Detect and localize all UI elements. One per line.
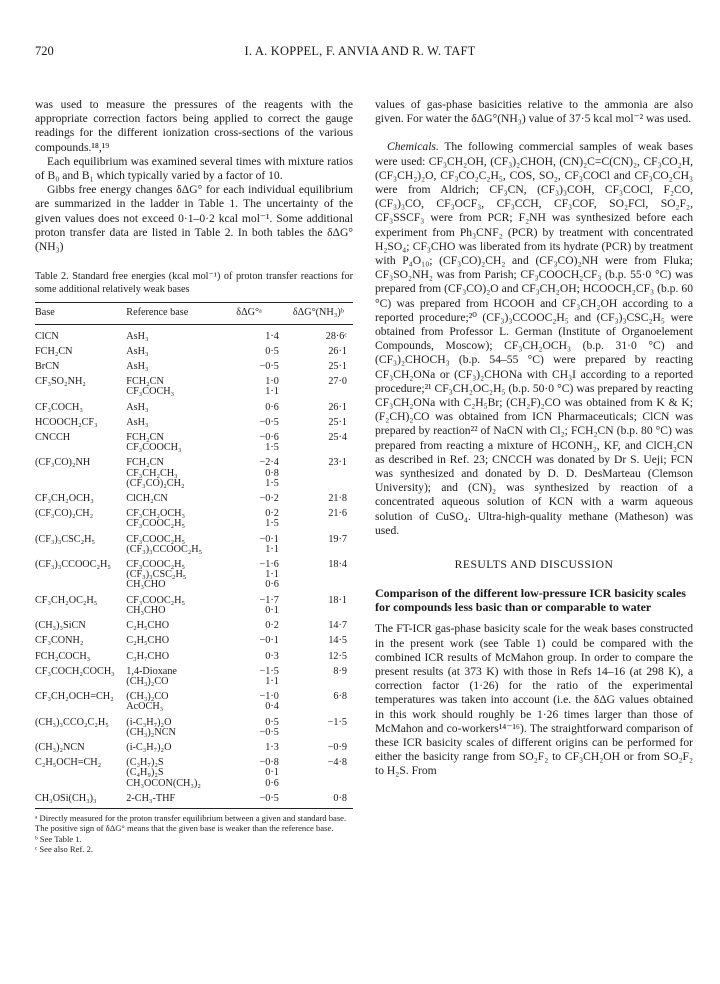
chemicals-text: The following commercial samples of weak bases were used: CF₃CH₂OH, (CF₃)₂CHOH, (CN)₂C=C(CN)₂, CF₃CO₂H, (CF₃CH₂)₂O, CF₃CO₂C₂H₅, COS, SO₂, CF₃COCl and CF₃CO₂CH₃ were from Aldrich; CF₃CN, (CF₃)₃COH, CF₃COCl, F₂CO, (CF₃)₃CO, CF₃OCF₃, CF₃CCH, CF₃COF, SO₂FCl, SO₂F₂, CF₃SSCF₃ were from PCR; F₂NH was synthesized before each experiment from Ph₃CNF₂ (PCR) by treatment with concentrated H₂SO₄; CF₃CHO was liberated from its hydrate (PCR) by treatment with P₄O₁₀; (CF₃CO)₂CH₂ and (CF₃CO)₂NH were from Fluka; CF₃SO₂NH₂ was from Parish; CF₃COOCH₂CF₃ (b.p. 55·0 °C) was prepared from (CF₃CO)₂O and CF₃CH₂OH; HCOOCH₂CF₃ (b.p. 60 °C) was prepared from HCOOH and CF₃CH₂OH according to a reported procedure;²⁰ (CF₃)₃CCOOC₂H₅ and (CF₃)₃CSC₂H₅ were obtained from Professor L. German (Institute of Organoelement Compounds, Moscow); CF₃CH₂OCH₃ (b.p. 31·0 °C) and (CF₃)₂CHOCH₃ (b.p. 54–55 °C) were prepared by reacting CF₃CH₂ONa or (CF₃)₂CHONa with CH₃I according to a reported procedure;²¹ CF₃CH₂OC₂H₅ (b.p. 50·0 °C) was prepared by reacting CF₃CH₂ONa with C₂H₅Br; (CH₂F)₂CO was obtained from K & K; (F₂CH)₂CO was obtained from ICN Pharmaceuticals; ClCN was prepared by reaction²² of NaCN with Cl₂; FCH₂CN (b.p. 80 °C) was prepared from reacting a mixture of HCONH₂, KF, and ClCH₂CN as described in Ref. 23; CNCCH was donated by Dr S. Ueji; FCN was synthesized and donated by D. D. DesMarteau (Clemson University); and (CN)₂ was synthesized by reaction of a concentrated aqueous solution of KCN with a warm aqueous solution of CuSO₄. Ultra-high-quality methane (Matheson) was used. [375,140,693,537]
cell-base: (CF₃CO)₂CH₂ [35,508,94,520]
table-row [35,372,353,387]
cell-reference-base: CH₃OCON(CH₃)₂ [126,777,201,789]
page-number: 720 [35,44,54,58]
cell-delta-g: 1·1 [265,675,279,687]
cell-delta-g-nh3: 23·1 [328,457,347,469]
cell-base [35,779,126,789]
table-caption: Table 2. Standard free energies (kcal mol⁻¹) of proton transfer reactions for some additional relatively weak bases [35,271,353,295]
table-row [35,387,353,397]
cell-delta-g: 1·1 [265,569,279,581]
cell-delta-g: 1·5 [265,442,279,454]
cell-delta-g: −0·1 [259,533,279,545]
paragraph-equilibrium: Each equilibrium was examined several times with mixture ratios of B₀ and B₁ which typically varied by a factor of 10. [35,154,353,183]
cell-base [35,728,126,738]
cell-base: CF₃CH₂OC₂H₅ [35,594,98,606]
footnote-c: ᶜ See also Ref. 2. [35,844,94,855]
subsection-heading: Comparison of the different low-pressure ICR basicity scales for compounds less basic than or comparable to water [375,586,686,615]
cell-delta-g-nh3: 25·1 [328,416,347,428]
table-row [35,591,353,606]
cell-delta-g: −0·5 [259,361,279,373]
cell-reference-base: AsH₃ [126,345,149,357]
cell-base: (CF₃)₃CCOOC₂H₅ [35,559,111,571]
cell-reference-base: ClCH₂CN [126,493,168,505]
cell-delta-g: −0·5 [236,789,293,809]
paragraph-pressure: was used to measure the pressures of the reagents with the appropriate correction factors being applied to correct the gauge readings for the different ionization cross-sections of the various compounds.¹⁸,¹⁹ [35,98,353,154]
cell-delta-g-nh3: 25·1 [328,361,347,373]
table-row [35,555,353,570]
cell-reference-base: CF₃COOC₂H₅ [126,518,186,530]
right-column [375,98,693,779]
cell-reference-base: CF₃COOC₂H₅ [126,559,186,571]
cell-base: (CF₃)₃CSC₂H₅ [35,533,96,545]
cell-delta-g-nh3 [293,469,353,479]
table-row [35,413,353,428]
cell-reference-base: (CF₃)₃CSC₂H₅ [126,569,187,581]
cell-reference-base: (i-C₃H₇)₂O [126,716,172,728]
cell-base: BrCN [35,361,60,373]
cell-base [35,469,126,479]
table-row [35,616,353,631]
cell-delta-g-nh3 [293,545,353,555]
cell-delta-g: −0·2 [259,493,279,505]
cell-delta-g-nh3: 18·4 [328,559,347,571]
table-row [35,453,353,468]
table-row [35,713,353,728]
table-body [35,324,353,808]
cell-base: (CH₃)₂NCN [35,741,85,753]
cell-base: CF₃CONH₂ [35,635,84,647]
table-row [35,580,353,590]
cell-delta-g-nh3: 21·6 [328,508,347,520]
cell-reference-base: AsH₃ [126,361,149,373]
table-row [35,570,353,580]
cell-base [35,768,126,778]
cell-reference-base: CF₃COOC₂H₅ [126,533,186,545]
cell-delta-g-nh3: 26·1 [328,345,347,357]
section-heading: RESULTS AND DISCUSSION [454,558,614,572]
cell-reference-base: CF₃COOC₂H₅ [126,594,186,606]
header-delta-g-nh3: δΔG°(NH₃)ᵇ [293,303,353,324]
cell-base [35,387,126,397]
cell-delta-g: −1·7 [259,594,279,606]
cell-delta-g-nh3: 25·4 [328,432,347,444]
cell-delta-g-nh3 [293,702,353,712]
cell-delta-g: 1·5 [265,518,279,530]
table-row [35,443,353,453]
cell-base: CF₃CH₂OCH=CH₂ [35,691,114,703]
table-row [35,357,353,372]
cell-reference-base: AsH₃ [126,401,149,413]
cell-delta-g-nh3 [293,768,353,778]
cell-base: CH₃OSi(CH₃)₃ [35,789,126,809]
cell-delta-g-nh3: −4·8 [327,757,347,769]
cell-delta-g: −0·5 [259,416,279,428]
cell-delta-g-nh3 [293,779,353,789]
table-row [35,398,353,413]
cell-reference-base: (CF₃)₃CCOOC₂H₅ [126,543,203,555]
cell-delta-g-nh3: 26·1 [328,401,347,413]
cell-delta-g: −1·6 [259,559,279,571]
cell-reference-base: CF₃COCH₃ [126,386,175,398]
cell-base: CF₃COCH₂COCH₃ [35,665,115,677]
cell-reference-base: (C₄H₉)₂S [126,767,164,779]
cell-reference-base: AsH₃ [126,416,149,428]
cell-delta-g-nh3: −0·9 [327,741,347,753]
paragraph-results: The FT-ICR gas-phase basicity scale for the weak bases constructed in the present work (see Table 1) could be compared with the combined ICR results of McMahon group. In order to compare the present results (at 373 K) with those in Refs 14–16 (at 298 K), a correction factor (1·26) for the ratio of the experimental temperatures was taken into account (i.e. the δΔG values obtained in this work should roughly be 1·26 times larger than those of McMahon and co-workers¹⁴⁻¹⁶). The straightforward comparison of these ICR basicity scales of different origins can be performed for either the basicity range from SO₂F₂ to CF₃CH₂OH or from SO₂F₂ to H₂S. From [375,622,693,778]
cell-delta-g: −0·6 [259,432,279,444]
paragraph-gibbs: Gibbs free energy changes δΔG° for each individual equilibrium are summarized in the ladder in Table 1. The uncertainty of the given values does not exceed 0·1–0·2 kcal mol⁻¹. Some additional proton transfer data are listed in Table 2. In both tables the δΔG°(NH₃) [35,183,353,254]
cell-base: CNCCH [35,432,71,444]
cell-base [35,606,126,616]
table-row [35,779,353,789]
cell-delta-g-nh3 [293,479,353,489]
cell-base [35,545,126,555]
cell-delta-g-nh3 [293,677,353,687]
cell-delta-g-nh3 [293,606,353,616]
paragraph-chemicals [375,140,693,538]
cell-base: (CH₃)₃SiCN [35,620,86,632]
cell-delta-g: 0·3 [265,650,279,662]
cell-delta-g-nh3 [293,519,353,529]
cell-reference-base: (CH₃)₂NCN [126,726,176,738]
cell-base: (CF₃CO)₂NH [35,457,91,469]
cell-reference-base: (i-C₃H₇)₂O [126,741,172,753]
table-row [35,789,353,809]
chemicals-label: Chemicals. [387,140,439,154]
cell-delta-g: 1·4 [265,330,279,342]
cell-reference-base: CH₃CHO [126,579,166,591]
cell-base: CF₃SO₂NH₂ [35,376,86,388]
cell-delta-g-nh3 [293,570,353,580]
cell-delta-g: 0·5 [265,345,279,357]
cell-delta-g-nh3: 18·1 [328,594,347,606]
table-footnotes [35,813,353,855]
cell-delta-g: 0·1 [265,767,279,779]
cell-reference-base: C₂H₅CHO [126,620,170,632]
cell-delta-g-nh3: 12·5 [328,650,347,662]
cell-base [35,677,126,687]
cell-delta-g-nh3 [293,443,353,453]
cell-reference-base: AsH₃ [126,330,149,342]
table-row [35,631,353,646]
cell-reference-base: CF₃CH₂CH₃ [126,467,178,479]
cell-delta-g: 0·5 [265,716,279,728]
cell-delta-g: 0·6 [265,401,279,413]
table-header-row [35,303,353,324]
table-row [35,687,353,702]
table-row [35,428,353,443]
table-row [35,738,353,753]
table-row [35,469,353,479]
cell-reference-base: FCH₂CN [126,457,164,469]
footnote-a: ᵃ Directly measured for the proton transfer equilibrium between a given and standard base. The positive sign of δΔG° means that the given base is weaker than the reference base. [35,812,347,834]
cell-base: CF₃COCH₃ [35,401,83,413]
cell-delta-g: 0·4 [265,701,279,713]
table-row [35,647,353,662]
cell-reference-base: AcOCH₃ [126,701,164,713]
cell-delta-g: 1·5 [265,477,279,489]
table-row [35,753,353,768]
cell-base [35,702,126,712]
cell-base: HCOOCH₂CF₃ [35,416,98,428]
table-row [35,702,353,712]
table-row [35,479,353,489]
cell-base [35,443,126,453]
cell-reference-base: CH₃CHO [126,604,166,616]
cell-delta-g: −1·5 [259,665,279,677]
cell-delta-g-nh3: 27·0 [328,376,347,388]
header-reference-base: Reference base [126,303,236,324]
table-row [35,606,353,616]
cell-delta-g: 0·1 [265,604,279,616]
cell-delta-g: 1·1 [265,386,279,398]
cell-delta-g-nh3: 8·9 [333,665,347,677]
cell-reference-base: C₂H₅CHO [126,635,170,647]
table-row [35,662,353,677]
cell-delta-g: 0·2 [265,508,279,520]
cell-delta-g: −0·1 [259,635,279,647]
cell-reference-base: (CH₃)₂CO [126,691,169,703]
cell-reference-base: 1,4-Dioxane [126,665,177,677]
cell-reference-base: 2-CH₃-THF [126,789,236,809]
left-column [35,98,353,855]
cell-delta-g: −1·0 [259,691,279,703]
table-row [35,677,353,687]
cell-delta-g: −2·4 [259,457,279,469]
cell-reference-base: (CH₃)₂CO [126,675,169,687]
cell-base [35,479,126,489]
cell-delta-g-nh3: 19·7 [328,533,347,545]
cell-base [35,570,126,580]
cell-delta-g: 1·1 [265,543,279,555]
cell-base: FCH₂COCH₃ [35,650,91,662]
cell-reference-base: C₃H₇CHO [126,650,170,662]
cell-delta-g: 0·8 [265,467,279,479]
cell-delta-g-nh3 [293,728,353,738]
paragraph-basicities: values of gas-phase basicities relative to the ammonia are also given. For water the δΔG°(NH₃) value of 37·5 kcal mol⁻² was used. [375,98,693,126]
cell-base: CF₃CH₂OCH₃ [35,493,94,505]
cell-delta-g: 0·2 [265,620,279,632]
cell-delta-g-nh3 [293,580,353,590]
cell-base: FCH₂CN [35,345,73,357]
cell-base: ClCN [35,330,59,342]
table-row [35,530,353,545]
table-row [35,342,353,357]
cell-delta-g-nh3: −1·5 [327,716,347,728]
cell-base [35,580,126,590]
cell-delta-g-nh3: 6·8 [333,691,347,703]
cell-delta-g: 1·3 [265,741,279,753]
table-row [35,519,353,529]
cell-reference-base: FCH₂CN [126,432,164,444]
cell-delta-g: −0·8 [259,757,279,769]
cell-delta-g: 1·0 [265,376,279,388]
cell-base [35,519,126,529]
cell-reference-base: FCH₂CN [126,376,164,388]
header-delta-g: δΔG°ᵃ [236,303,293,324]
footnote-b: ᵇ See Table 1. [35,833,82,844]
cell-delta-g: 0·6 [265,579,279,591]
cell-reference-base: CF₃COOCH₃ [126,442,182,454]
cell-delta-g-nh3: 14·7 [328,620,347,632]
table-row [35,768,353,778]
free-energy-table [35,302,353,809]
cell-base: (CH₃)₃CCO₂C₂H₅ [35,716,109,728]
cell-reference-base: (CF₃CO)₂CH₂ [126,477,185,489]
table-row [35,504,353,519]
cell-delta-g: −0·5 [259,726,279,738]
table-row [35,545,353,555]
cell-delta-g-nh3: 0·8 [293,789,353,809]
cell-delta-g-nh3: 28·6ᶜ [325,330,347,342]
cell-delta-g-nh3: 21·8 [328,493,347,505]
header-base: Base [35,303,126,324]
authors-header: I. A. KOPPEL, F. ANVIA AND R. W. TAFT [244,44,476,58]
cell-reference-base: CF₃CH₂OCH₃ [126,508,186,520]
table-row [35,489,353,504]
table-row [35,728,353,738]
cell-delta-g-nh3 [293,387,353,397]
cell-delta-g-nh3: 14·5 [328,635,347,647]
table-row [35,324,353,342]
cell-delta-g: 0·6 [265,777,279,789]
running-head [0,44,720,62]
cell-base: C₂H₅OCH=CH₂ [35,757,102,769]
cell-reference-base: (C₃H₇)₂S [126,757,164,769]
